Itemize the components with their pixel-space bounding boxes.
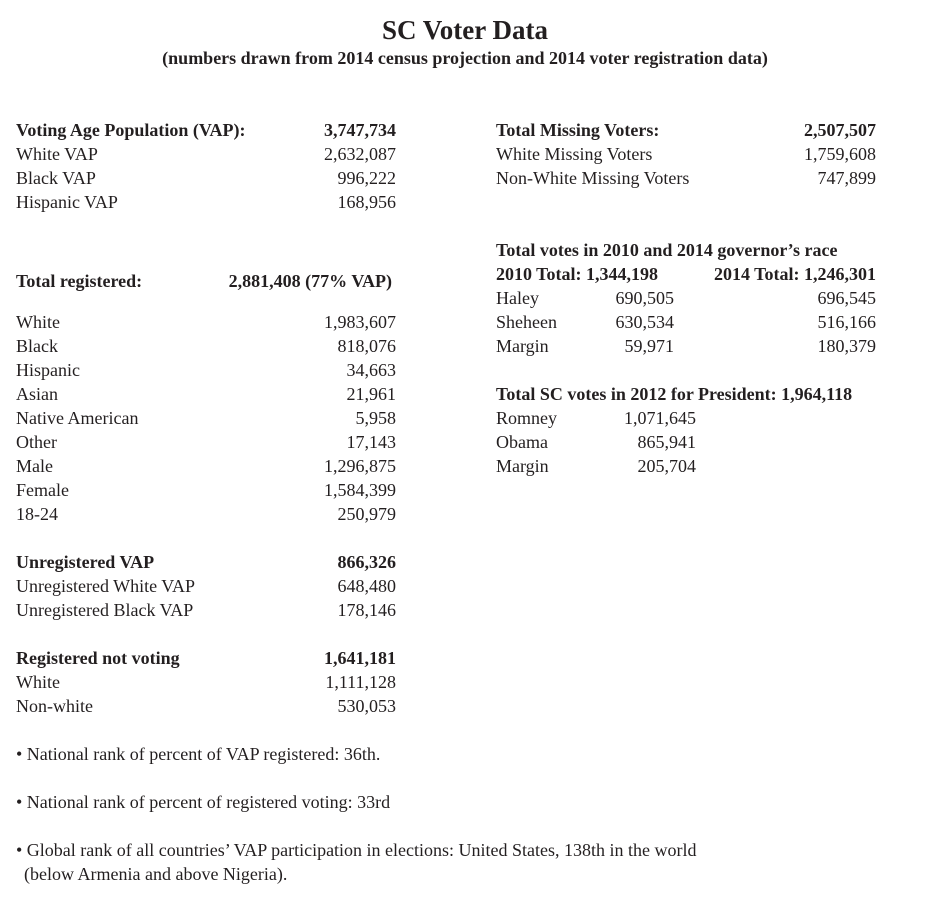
registered-row-label: Hispanic bbox=[16, 360, 80, 380]
president-row-label: Obama bbox=[496, 432, 548, 452]
vap-header bbox=[16, 118, 396, 142]
registered-header-label: Total registered: bbox=[16, 271, 143, 291]
unregistered-header-label: Unregistered VAP bbox=[16, 552, 155, 572]
registered-row-label: Male bbox=[16, 456, 53, 476]
unregistered-row bbox=[16, 574, 396, 598]
governor-row-2014: 696,545 bbox=[817, 288, 876, 308]
vap-row-label: White VAP bbox=[16, 144, 98, 164]
not-voting-row-label: Non-white bbox=[16, 696, 93, 716]
governor-row-label: Haley bbox=[496, 288, 539, 308]
registered-row-value: 34,663 bbox=[346, 360, 396, 380]
note-global-rank: • Global rank of all countries’ VAP participation in elections: United States, 138th in the world bbox=[16, 840, 697, 860]
registered-row-value: 818,076 bbox=[337, 336, 396, 356]
page-title: SC Voter Data bbox=[381, 15, 548, 45]
governor-row bbox=[496, 286, 876, 310]
vap-row-value: 2,632,087 bbox=[324, 144, 396, 164]
registered-header bbox=[16, 269, 396, 293]
governor-title-text: Total votes in 2010 and 2014 governor’s race bbox=[496, 240, 838, 260]
registered-row bbox=[16, 502, 396, 526]
governor-row-2014: 180,379 bbox=[817, 336, 876, 356]
registered-row bbox=[16, 334, 396, 358]
registered-row-value: 5,958 bbox=[355, 408, 396, 428]
unregistered-header-value: 866,326 bbox=[337, 552, 396, 572]
governor-total-2010: 2010 Total: 1,344,198 bbox=[496, 264, 659, 284]
not-voting-header-label: Registered not voting bbox=[16, 648, 180, 668]
page-subtitle: (numbers drawn from 2014 census projection and 2014 voter registration data) bbox=[162, 48, 768, 68]
missing-row-label: White Missing Voters bbox=[496, 144, 653, 164]
missing-row bbox=[496, 166, 876, 190]
unregistered-row-value: 648,480 bbox=[337, 576, 396, 596]
registered-row-value: 1,296,875 bbox=[324, 456, 396, 476]
registered-row bbox=[16, 454, 396, 478]
vap-row-label: Hispanic VAP bbox=[16, 192, 118, 212]
registered-row-label: Native American bbox=[16, 408, 139, 428]
missing-header bbox=[496, 118, 876, 142]
governor-row bbox=[496, 310, 876, 334]
not-voting-row-label: White bbox=[16, 672, 60, 692]
president-row-value: 865,941 bbox=[637, 432, 696, 452]
president-row bbox=[496, 406, 876, 430]
registered-row-value: 1,584,399 bbox=[324, 480, 396, 500]
president-row-label: Margin bbox=[496, 456, 549, 476]
unregistered-row-value: 178,146 bbox=[337, 600, 396, 620]
missing-header-label: Total Missing Voters: bbox=[496, 120, 660, 140]
registered-row-label: 18-24 bbox=[16, 504, 58, 524]
registered-row bbox=[16, 358, 396, 382]
president-row bbox=[496, 430, 876, 454]
president-title-text: Total SC votes in 2012 for President: 1,964,118 bbox=[496, 384, 853, 404]
registered-row bbox=[16, 382, 396, 406]
registered-row-label: Black bbox=[16, 336, 58, 356]
registered-row bbox=[16, 406, 396, 430]
governor-row-label: Sheheen bbox=[496, 312, 557, 332]
president-row-value: 1,071,645 bbox=[624, 408, 696, 428]
not-voting-row-value: 530,053 bbox=[337, 696, 396, 716]
registered-row-value: 17,143 bbox=[346, 432, 396, 452]
president-row bbox=[496, 454, 876, 478]
missing-row-value: 1,759,608 bbox=[804, 144, 876, 164]
governor-row-label: Margin bbox=[496, 336, 549, 356]
note-global-rank-continued: (below Armenia and above Nigeria). bbox=[24, 864, 288, 884]
unregistered-row-label: Unregistered Black VAP bbox=[16, 600, 194, 620]
governor-row bbox=[496, 334, 876, 358]
note-vap-rank: • National rank of percent of VAP registered: 36th. bbox=[16, 744, 381, 764]
registered-row bbox=[16, 478, 396, 502]
registered-row-value: 21,961 bbox=[346, 384, 396, 404]
registered-row-label: Female bbox=[16, 480, 69, 500]
vap-header-label: Voting Age Population (VAP): bbox=[16, 120, 246, 140]
vap-header-value: 3,747,734 bbox=[324, 120, 396, 140]
vap-row-value: 996,222 bbox=[337, 168, 396, 188]
governor-total-2014: 2014 Total: 1,246,301 bbox=[713, 264, 876, 284]
unregistered-header bbox=[16, 550, 396, 574]
not-voting-row-value: 1,111,128 bbox=[325, 672, 396, 692]
registered-row-label: Other bbox=[16, 432, 57, 452]
governor-row-2010: 630,534 bbox=[615, 312, 674, 332]
not-voting-header-value: 1,641,181 bbox=[324, 648, 396, 668]
vap-row-value: 168,956 bbox=[337, 192, 396, 212]
vap-row bbox=[16, 190, 396, 214]
note-voting-rank: • National rank of percent of registered voting: 33rd bbox=[16, 792, 391, 812]
missing-row-label: Non-White Missing Voters bbox=[496, 168, 690, 188]
missing-row-value: 747,899 bbox=[817, 168, 876, 188]
governor-row-2014: 516,166 bbox=[817, 312, 876, 332]
registered-row-value: 1,983,607 bbox=[324, 312, 396, 332]
missing-header-value: 2,507,507 bbox=[804, 120, 876, 140]
vap-row bbox=[16, 142, 396, 166]
unregistered-row-label: Unregistered White VAP bbox=[16, 576, 195, 596]
president-row-value: 205,704 bbox=[637, 456, 696, 476]
missing-row bbox=[496, 142, 876, 166]
registered-row-label: White bbox=[16, 312, 60, 332]
not-voting-header bbox=[16, 646, 396, 670]
not-voting-row bbox=[16, 670, 396, 694]
registered-header-value: 2,881,408 (77% VAP) bbox=[228, 271, 392, 291]
governor-row-2010: 690,505 bbox=[615, 288, 674, 308]
registered-row bbox=[16, 430, 396, 454]
registered-row-label: Asian bbox=[16, 384, 58, 404]
president-row-label: Romney bbox=[496, 408, 557, 428]
governor-title bbox=[496, 238, 876, 262]
registered-row bbox=[16, 310, 396, 334]
governor-totals bbox=[496, 262, 876, 286]
vap-row bbox=[16, 166, 396, 190]
not-voting-row bbox=[16, 694, 396, 718]
unregistered-row bbox=[16, 598, 396, 622]
registered-row-value: 250,979 bbox=[337, 504, 396, 524]
vap-row-label: Black VAP bbox=[16, 168, 96, 188]
governor-row-2010: 59,971 bbox=[624, 336, 674, 356]
president-title bbox=[496, 382, 906, 406]
